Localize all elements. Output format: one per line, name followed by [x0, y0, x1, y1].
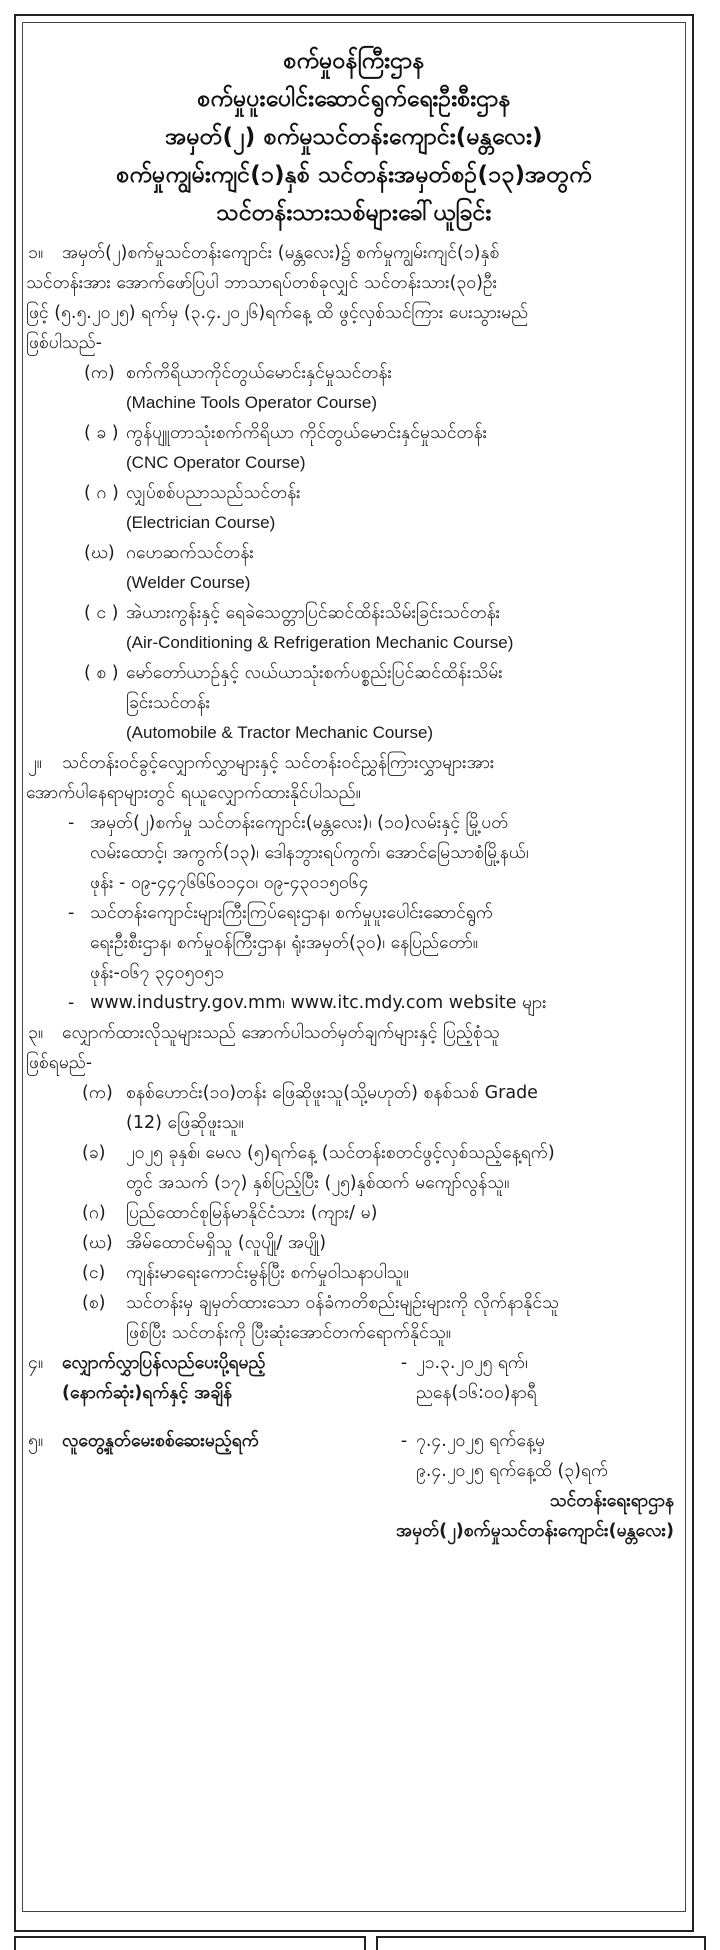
course-name-en: (Automobile & Tractor Mechanic Course) — [126, 723, 434, 742]
requirement-line: တွင် အသက် (၁၇) နှစ်ပြည့်ပြီး (၂၅)နှစ်ထက် မကျော်လွန်သူ။ — [126, 1173, 510, 1193]
course-label: (ဃ) — [84, 543, 115, 563]
signature-school: အမှတ်(၂)စက်မှုသင်တန်းကျောင်း(မန္တလေး) — [396, 1521, 674, 1541]
requirement-item — [26, 1138, 682, 1198]
course-name-en: (Machine Tools Operator Course) — [126, 393, 378, 412]
course-name-mm: ကွန်ပျူတာသုံးစက်ကိရိယာ ကိုင်တွယ်မောင်းနှင်မှုသင်တန်း — [126, 423, 488, 443]
paragraph-line: ဖြင့် (၅.၅.၂၀၂၅) ရက်မှ (၃.၄.၂၀၂၆)ရက်နေ့ ထိ ဖွင့်လှစ်သင်ကြား ပေးသွားမည် — [26, 303, 529, 323]
interview-start: ၇.၄.၂၀၂၅ ရက်နေ့မှ — [416, 1431, 545, 1451]
course-name-en: (Electrician Course) — [126, 513, 276, 532]
course-label: ( စ ) — [84, 663, 119, 683]
deadline-row — [62, 1348, 682, 1378]
course-label: (က) — [84, 363, 115, 383]
paragraph-2 — [26, 748, 682, 778]
deadline-time: ညနေ(၁၆:၀၀)နာရီ — [416, 1383, 537, 1403]
course-name-mm: ဂဟေဆက်သင်တန်း — [126, 543, 254, 563]
course-item — [26, 538, 682, 598]
paragraph-line: အောက်ပါနေရာများတွင် ရယူလျှောက်ထားနိုင်ပါသည်။ — [26, 783, 361, 803]
title-block — [26, 28, 682, 232]
paragraph-5 — [26, 1426, 682, 1486]
paragraph-line: ဖြစ်ပါသည်- — [26, 333, 102, 353]
course-item — [26, 478, 682, 538]
course-name-mm: အဲယားကွန်းနှင့် ရေခဲသေတ္တာပြင်ဆင်ထိန်းသိမ်းခြင်းသင်တန်း — [126, 603, 501, 623]
interview-end: ၉.၄.၂၀၂၅ ရက်နေ့ထိ (၃)ရက် — [416, 1461, 609, 1481]
requirement-line: စနစ်ဟောင်း(၁၀)တန်း ဖြေဆိုဖူးသူ(သို့မဟုတ်) စနစ်သစ် Grade — [126, 1083, 538, 1103]
notice-body — [26, 238, 682, 1546]
dash-bullet: - — [68, 993, 75, 1013]
location-line: သင်တန်းကျောင်းများကြီးကြပ်ရေးဌာန၊ စက်မှုပူးပေါင်းဆောင်ရွက် — [90, 903, 494, 923]
location-item — [26, 898, 682, 988]
course-name-mm: လျှပ်စစ်ပညာသည်သင်တန်း — [126, 483, 301, 503]
paragraph-number: ၄။ — [28, 1353, 44, 1373]
school-title: အမှတ်(၂) စက်မှုသင်တန်းကျောင်း(မန္တလေး) — [165, 124, 543, 150]
separator: - — [400, 1353, 408, 1373]
paragraph-line: သင်တန်းဝင်ခွင့်လျှောက်လွှာများနှင့် သင်တန်းဝင်ညွှန်ကြားလွှာများအား — [62, 753, 495, 773]
requirement-item — [26, 1228, 682, 1258]
paragraph-number: ၃။ — [28, 1023, 44, 1043]
course-label: ( င ) — [84, 603, 119, 623]
paragraph-number: ၂။ — [28, 753, 42, 773]
separator: - — [400, 1431, 408, 1451]
deadline-label: လျှောက်လွှာပြန်လည်ပေးပို့ရမည့် — [62, 1353, 266, 1373]
interview-label: လူတွေ့နှုတ်မေးစစ်ဆေးမည့်ရက် — [62, 1431, 259, 1451]
recruitment-title: သင်တန်းသားသစ်များခေါ်ယူခြင်း — [216, 200, 492, 226]
requirement-line: (12) ဖြေဆိုဖူးသူ။ — [126, 1113, 244, 1133]
requirement-label: (ဂ) — [82, 1203, 106, 1223]
course-name-en: (Air-Conditioning & Refrigeration Mechanic Course) — [126, 633, 514, 652]
requirement-label: (က) — [82, 1083, 113, 1103]
requirement-item — [26, 1198, 682, 1228]
course-batch-title: စက်မှုကျွမ်းကျင်(၁)နှစ် သင်တန်းအမှတ်စဉ်(၁၃)အတွက် — [116, 162, 592, 188]
deadline-label: (နောက်ဆုံး)ရက်နှင့် အချိန် — [62, 1383, 232, 1403]
course-label: ( ဂ ) — [84, 483, 119, 503]
requirement-line: ၂၀၂၅ ခုနှစ်၊ မေလ (၅)ရက်နေ့ (သင်တန်းစတင်ဖွင့်လှစ်သည့်နေ့ရက်) — [126, 1143, 555, 1163]
requirement-label: (စ) — [82, 1293, 106, 1313]
course-item — [26, 598, 682, 658]
paragraph-number: ၅။ — [28, 1431, 44, 1451]
location-item — [26, 988, 682, 1018]
paragraph-1 — [26, 238, 682, 268]
location-line: အမှတ်(၂)စက်မှု သင်တန်းကျောင်း(မန္တလေး)၊ (၁၀)လမ်းနှင့် မြို့ပတ် — [90, 813, 509, 833]
website-line: www.industry.gov.mm၊ www.itc.mdy.com website များ — [90, 993, 547, 1013]
course-item — [26, 418, 682, 478]
deadline-date: ၂၁.၃.၂၀၂၅ ရက်၊ — [416, 1353, 528, 1373]
interview-row — [62, 1426, 682, 1456]
course-label: ( ခ ) — [84, 423, 119, 443]
paragraph-line: ဖြစ်ရမည်- — [26, 1053, 93, 1073]
requirement-item — [26, 1288, 682, 1348]
course-item — [26, 358, 682, 418]
course-name-mm: မော်တော်ယာဉ်နှင့် လယ်ယာသုံးစက်ပစ္စည်းပြင်ဆင်ထိန်းသိမ်း — [126, 663, 503, 683]
signature-dept: သင်တန်းရေးရာဌာန — [549, 1491, 674, 1511]
notice-document — [26, 28, 682, 1546]
ministry-title: စက်မှုဝန်ကြီးဌာန — [283, 48, 425, 74]
department-title: စက်မှုပူးပေါင်းဆောင်ရွက်ရေးဦးစီးဌာန — [197, 86, 511, 112]
paragraph-line: အမှတ်(၂)စက်မှုသင်တန်းကျောင်း (မန္တလေး)၌ စက်မှုကျွမ်းကျင်(၁)နှစ် — [62, 243, 500, 263]
interview-row — [62, 1456, 682, 1486]
requirement-item — [26, 1258, 682, 1288]
location-line: ရေးဦးစီးဌာန၊ စက်မှုဝန်ကြီးဌာန၊ ရုံးအမှတ်(၃၀)၊ နေပြည်တော်။ — [90, 933, 479, 953]
course-name-mm: စက်ကိရိယာကိုင်တွယ်မောင်းနှင်မှုသင်တန်း — [126, 363, 392, 383]
location-line: လမ်းထောင့်၊ အကွက်(၁၃)၊ ဒေါနဘွားရပ်ကွက်၊ အောင်မြေသာစံမြို့နယ်၊ — [90, 843, 529, 863]
paragraph-number: ၁။ — [28, 243, 44, 263]
requirement-line: ကျန်းမာရေးကောင်းမွန်ပြီး စက်မှုဝါသနာပါသူ။ — [126, 1263, 409, 1283]
next-notice-edges — [14, 1936, 706, 1950]
phone-line: ဖုန်း-၀၆၇ ၃၄၀၅၀၅၁ — [90, 963, 224, 983]
requirement-line: သင်တန်းမှ ချမှတ်ထားသော ဝန်ခံကတိစည်းမျဉ်းများကို လိုက်နာနိုင်သူ — [126, 1293, 559, 1313]
dash-bullet: - — [68, 903, 75, 923]
requirement-line: အိမ်ထောင်မရှိသူ (လူပျို/ အပျို) — [126, 1233, 327, 1253]
next-notice-box-left — [14, 1936, 366, 1950]
paragraph-3 — [26, 1018, 682, 1048]
requirement-label: (ခ) — [82, 1143, 106, 1163]
requirement-line: ပြည်ထောင်စုမြန်မာနိုင်ငံသား (ကျား/ မ) — [126, 1203, 378, 1223]
course-name-mm-cont: ခြင်းသင်တန်း — [126, 693, 211, 713]
paragraph-line: လျှောက်ထားလိုသူများသည် အောက်ပါသတ်မှတ်ချက်များနှင့် ပြည့်စုံသူ — [62, 1023, 500, 1043]
dash-bullet: - — [68, 813, 75, 833]
next-notice-box-right — [376, 1936, 706, 1950]
paragraph-4 — [26, 1348, 682, 1408]
course-name-en: (Welder Course) — [126, 573, 251, 592]
deadline-row — [62, 1378, 682, 1408]
location-item — [26, 808, 682, 898]
signature-block — [26, 1486, 682, 1546]
requirement-label: (ဃ) — [82, 1233, 113, 1253]
course-item — [26, 658, 682, 748]
requirement-label: (င) — [82, 1263, 106, 1283]
course-name-en: (CNC Operator Course) — [126, 453, 306, 472]
phone-line: ဖုန်း - ၀၉-၄၄၇၆၆၆၀၁၄၀၊ ၀၉-၄၃၀၁၅၀၆၄ — [90, 873, 369, 893]
requirement-item — [26, 1078, 682, 1138]
requirement-line: ဖြစ်ပြီး သင်တန်းကို ပြီးဆုံးအောင်တက်ရောက်နိုင်သူ။ — [126, 1323, 452, 1343]
paragraph-line: သင်တန်းအား အောက်ဖော်ပြပါ ဘာသာရပ်တစ်ခုလျှင် သင်တန်းသား(၃၀)ဦး — [26, 273, 498, 293]
